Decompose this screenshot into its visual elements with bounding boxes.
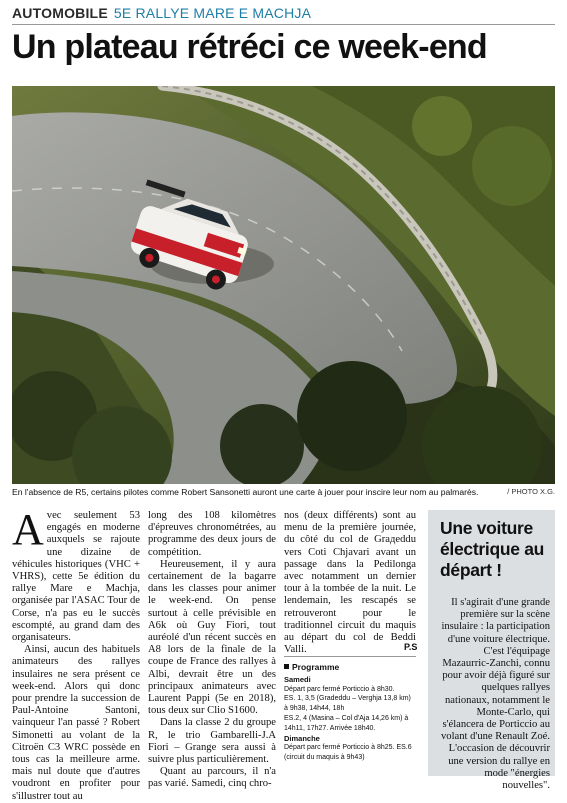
article-paragraph: Quant au parcours, il n'a pas varié. Samedi, cinq chro- (148, 766, 276, 790)
square-bullet-icon (284, 664, 289, 669)
programme-line: ES. 1, 3,5 (Gradeddu – Verghja 13,8 km) à 9h38, 14h44, 18h (284, 695, 411, 713)
photo-caption (12, 487, 555, 497)
article-text: vec seulement 53 engagés en moderne auxquels se rajoute une dizaine de véhicules historiques (VHC + VHRS), cette 5e édition du rallye Mare e Machja, organisée par l'ASAC Tour de Corse, n'a pas eu le succès escompté, au grand dam des organisateurs. (12, 510, 140, 644)
programme-title: Programme (292, 662, 340, 672)
article-column-1 (12, 505, 140, 803)
photo-credit: / PHOTO X.G. (507, 487, 555, 496)
subsection-label: 5E RALLYE MARE E MACHJA (113, 5, 312, 21)
article-paragraph: nos (deux différents) sont au menu de la première journée, du côté du col de Grадeddu vers Coti Chjavari avant un passage dans la Pedilonga avec notamment un dernier tour à la tombée de la nuit. Le lendemain, les rescapés se retrouveront pour le traditionnel circuit du maquis au départ du col de Beddi Valli. (284, 510, 416, 656)
article-paragraph: Dans la classe 2 du groupe R, le trio Gambarelli-J.A Fiori – Grange sera aussi à suivre plus particulièrement. (148, 717, 276, 766)
article-paragraph (12, 505, 140, 644)
sidebar-title: Une voiture électrique au départ ! (440, 518, 545, 580)
section-kicker (12, 5, 311, 21)
programme-line: Départ parc fermé Porticcio à 8h30. (284, 685, 395, 693)
author-signature: P.S (404, 642, 418, 652)
headline: Un plateau rétréci ce week-end (12, 28, 487, 66)
article-column-3 (284, 510, 416, 656)
caption-text: En l'absence de R5, certains pilotes comme Robert Sansonetti auront une carte à jouer pour inscire leur nom au palmarès. (12, 487, 479, 497)
programme-line: Départ parc fermé Porticcio à 8h25. ES.6 (circuit du maquis à 9h43) (284, 744, 412, 762)
sidebar-text: Il s'agirait d'une grande première sur la scène insulaire : la participation d'une voiture électrique. C'est l'équipage Mazaurric-Zanchi, connu pour avoir déjà figuré sur quelques rallyes nationaux, notamment le Monte-Carlo, qui s'élancera de Porticcio au volant d'une Renault Zoé. L'occasion de découvrir une version du rallye en mode "énergies nouvelles". (441, 597, 550, 792)
article-paragraph: Heureusement, il y aura certainement de la bagarre dans les classes pour animer le week-end. On pense surtout à celle prévisible en A6k où Guy Fiori, tout auréolé d'un récent succès en A8 lors de la finale de la coupe de France des rallyes à Albi, devrait être un des principaux animateurs avec Laurent Pappi (5e en 2018), tous deux sur Clio S1600. (148, 558, 276, 717)
drop-cap: A (12, 505, 44, 554)
programme-box (284, 656, 416, 763)
programme-day: Samedi (284, 674, 311, 684)
article-paragraph: Ainsi, aucun des habituels animateurs des rallyes insulaires ne sera présent ce week-end. Alors qui donc pour prendre la succession de Paul-Antoine Santoni, vainqueur l'an passé ? Robert Simonetti au volant de la Citroën C3 WRC possède en tous cas la meilleure arme. mais nul doute que d'autres voudront en profiter pour s'illustrer tout au (12, 644, 140, 802)
article-column-2 (148, 510, 276, 791)
article-paragraph: long des 108 kilomètres d'épreuves chronométrées, au programme des deux jours de compétition. (148, 510, 276, 558)
programme-line: ES.2, 4 (Masina – Col d'Aja 14,26 km) à 14h11, 17h27. Arrivée 18h40. (284, 714, 409, 732)
programme-heading (284, 656, 416, 673)
section-label: AUTOMOBILE (12, 5, 108, 21)
programme-day: Dimanche (284, 733, 320, 743)
rally-car-photo (12, 86, 555, 484)
kicker-divider (12, 24, 555, 25)
